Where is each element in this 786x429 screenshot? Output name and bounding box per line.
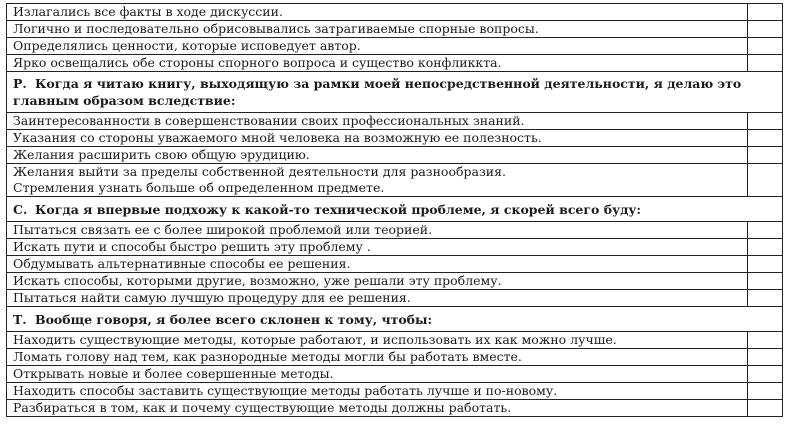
score-cell[interactable] bbox=[748, 222, 783, 239]
question-letter: Р. bbox=[13, 76, 27, 91]
answer-text: Находить способы заставить существующие методы работать лучше и по-новому. bbox=[7, 383, 748, 400]
question-header-c bbox=[7, 197, 783, 222]
question-letter: С. bbox=[13, 201, 28, 217]
answer-text: Указания со стороны уважаемого мной человека на возможную ее полезность. bbox=[7, 130, 748, 147]
table-row bbox=[7, 38, 783, 55]
score-cell[interactable] bbox=[748, 164, 783, 197]
question-text: Когда я читаю книгу, выходящую за рамки моей непосредственной деятельности, я делаю это главным образом вследствие: bbox=[13, 76, 742, 108]
answer-text: Пытаться связать ее с более широкой проблемой или теорией. bbox=[7, 222, 748, 239]
question-header-t bbox=[7, 307, 783, 332]
score-cell[interactable] bbox=[748, 130, 783, 147]
score-cell[interactable] bbox=[748, 273, 783, 290]
answer-text: Пытаться найти самую лучшую процедуру для ее решения. bbox=[7, 290, 748, 307]
score-cell[interactable] bbox=[748, 256, 783, 273]
table-row bbox=[7, 239, 783, 256]
table-row bbox=[7, 21, 783, 38]
answer-text: Заинтересованности в совершенствовании своих профессиональных знаний. bbox=[7, 113, 748, 130]
table-row bbox=[7, 332, 783, 349]
table-row bbox=[7, 349, 783, 366]
table-row bbox=[7, 164, 783, 181]
table-row bbox=[7, 180, 783, 197]
score-cell[interactable] bbox=[748, 4, 783, 21]
score-cell[interactable] bbox=[748, 366, 783, 383]
score-cell[interactable] bbox=[748, 400, 783, 417]
answer-text: Открывать новые и более совершенные методы. bbox=[7, 366, 748, 383]
table-row bbox=[7, 366, 783, 383]
answer-text: Находить существующие методы, которые работают, и использовать их как можно лучше. bbox=[7, 332, 748, 349]
score-cell[interactable] bbox=[748, 383, 783, 400]
table-row bbox=[7, 383, 783, 400]
score-cell[interactable] bbox=[748, 38, 783, 55]
question-text: Вообще говоря, я более всего склонен к тому, чтобы: bbox=[35, 311, 433, 327]
answer-text: Обдумывать альтернативные способы ее решения. bbox=[7, 256, 748, 273]
answer-text: Ломать голову над тем, как разнородные методы могли бы работать вместе. bbox=[7, 349, 748, 366]
table-row bbox=[7, 55, 783, 72]
answer-text: Желания расширить свою общую эрудицию. bbox=[7, 147, 748, 164]
answer-text: Ярко освещались обе стороны спорного вопроса и существо конфликкта. bbox=[7, 55, 748, 72]
questionnaire-table bbox=[6, 3, 783, 417]
score-cell[interactable] bbox=[748, 147, 783, 164]
question-letter: Т. bbox=[13, 311, 27, 327]
score-cell[interactable] bbox=[748, 239, 783, 256]
table-row bbox=[7, 4, 783, 21]
score-cell[interactable] bbox=[748, 290, 783, 307]
answer-text: Стремления узнать больше об определенном предмете. bbox=[7, 180, 748, 197]
table-row bbox=[7, 290, 783, 307]
answer-text: Искать пути и способы быстро решить эту проблему . bbox=[7, 239, 748, 256]
answer-text: Логично и последовательно обрисовывались затрагиваемые спорные вопросы. bbox=[7, 21, 748, 38]
table-row bbox=[7, 256, 783, 273]
answer-text: Разбираться в том, как и почему существующие методы должны работать. bbox=[7, 400, 748, 417]
table-row bbox=[7, 147, 783, 164]
table-row bbox=[7, 273, 783, 290]
score-cell[interactable] bbox=[748, 55, 783, 72]
score-cell[interactable] bbox=[748, 349, 783, 366]
question-text: Когда я впервые подхожу к какой-то технической проблеме, я скорей всего буду: bbox=[35, 201, 642, 217]
question-header-r bbox=[7, 72, 783, 113]
answer-text: Желания выйти за пределы собственной деятельности для разнообразия. bbox=[7, 164, 748, 181]
table-row bbox=[7, 222, 783, 239]
table-row bbox=[7, 113, 783, 130]
score-cell[interactable] bbox=[748, 21, 783, 38]
answer-text: Искать способы, которыми другие, возможно, уже решали эту проблему. bbox=[7, 273, 748, 290]
score-cell[interactable] bbox=[748, 113, 783, 130]
table-row bbox=[7, 130, 783, 147]
answer-text: Излагались все факты в ходе дискуссии. bbox=[7, 4, 748, 21]
answer-text: Определялись ценности, которые исповедует автор. bbox=[7, 38, 748, 55]
table-row bbox=[7, 400, 783, 417]
score-cell[interactable] bbox=[748, 332, 783, 349]
